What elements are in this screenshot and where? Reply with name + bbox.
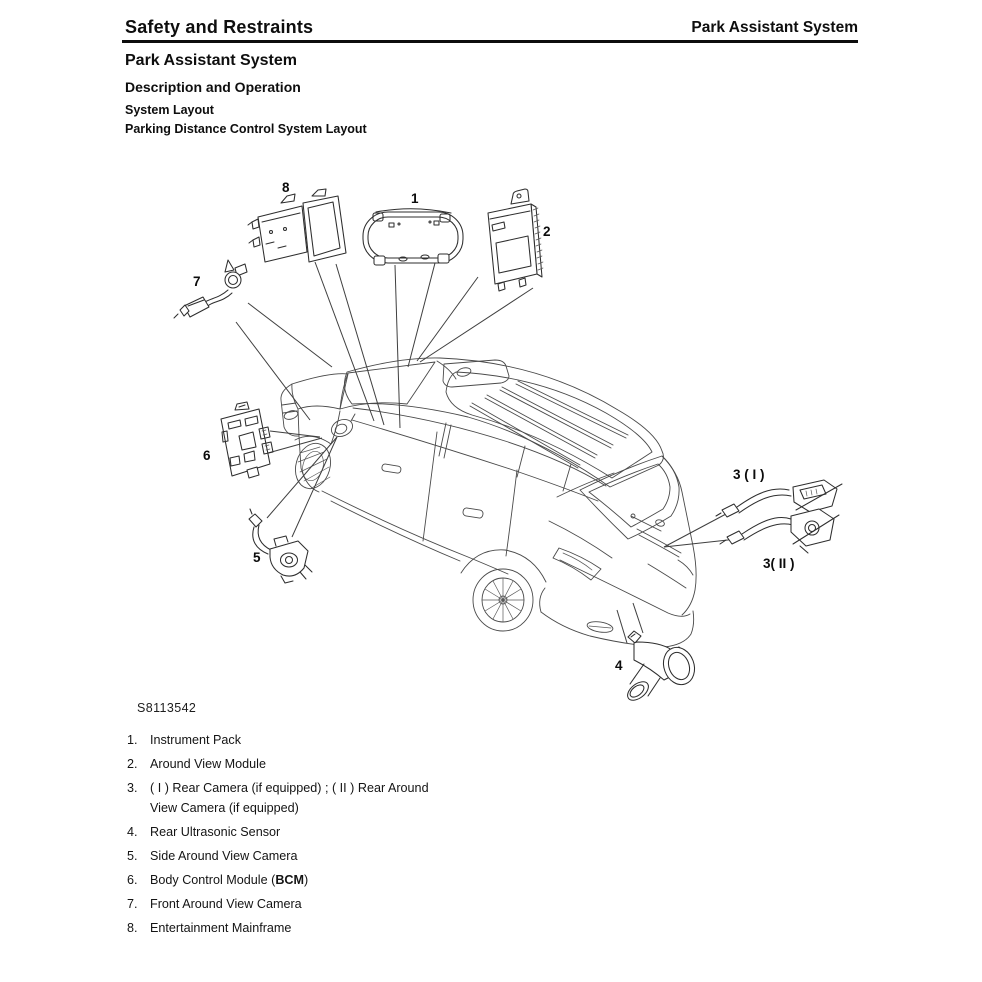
callout-6: 6 [203,448,211,463]
page-title: Park Assistant System [125,52,297,69]
callout-8: 8 [282,180,290,195]
system-layout-diagram [0,150,982,710]
legend-item-label: Around View Module [150,757,266,772]
legend-item [127,847,707,867]
callout-7: 7 [193,274,201,289]
legend-item-label: Rear Ultrasonic Sensor [150,824,281,839]
section-heading: System Layout [125,103,214,117]
header-topic-title: Park Assistant System [691,19,858,36]
car-illustration [281,358,696,647]
legend-item-label [150,779,707,818]
rear-camera-2-drawing [720,509,839,553]
around-view-module-drawing [488,189,543,291]
legend-item-label: Entertainment Mainframe [150,921,292,936]
header-section-title: Safety and Restraints [125,17,314,37]
legend-item-line1: ( I ) Rear Camera (if equipped) ; ( II ) Rear Around [150,781,429,796]
callout-3-2: 3( II ) [763,556,795,571]
page-subtitle: Description and Operation [125,79,301,95]
bcm-drawing [221,402,273,478]
legend-item-label [150,871,707,891]
callout-1: 1 [411,191,419,206]
legend-item-bold: BCM [275,873,304,888]
legend-item [127,919,707,939]
legend-item [127,731,707,751]
entertainment-mainframe-drawing [248,189,346,262]
instrument-pack-drawing [363,209,463,265]
legend-item-number: 6. [127,873,138,888]
front-camera-drawing [174,260,247,318]
legend-item [127,779,707,818]
legend-item-line2: View Camera (if equipped) [150,800,299,815]
legend-item-number: 3. [127,781,138,796]
legend-item [127,895,707,915]
callout-4: 4 [615,658,623,673]
header-rule [122,40,858,43]
legend-item-number: 7. [127,897,138,912]
rear-ultrasonic-sensor-drawing [624,631,699,704]
callout-5: 5 [253,550,261,565]
legend-item-number: 2. [127,757,138,772]
figure-code: S8113542 [137,701,197,715]
legend-item-post: ) [304,873,309,888]
legend-item-pre: Body Control Module ( [150,873,276,888]
legend-list [127,731,707,943]
callout-2: 2 [543,224,551,239]
legend-item-label: Front Around View Camera [150,897,302,912]
legend-item-label: Side Around View Camera [150,848,298,863]
legend-item-label: Instrument Pack [150,733,241,747]
callout-3-1: 3 ( I ) [733,467,765,482]
legend-item [127,823,707,843]
legend-item-number: 1. [127,733,138,747]
legend-item-number: 4. [127,824,138,839]
subsection-heading: Parking Distance Control System Layout [125,122,367,136]
legend-item [127,871,707,891]
side-camera-drawing [249,509,312,583]
legend-item [127,755,707,775]
legend-item-number: 8. [127,921,138,936]
legend-item-number: 5. [127,848,138,863]
